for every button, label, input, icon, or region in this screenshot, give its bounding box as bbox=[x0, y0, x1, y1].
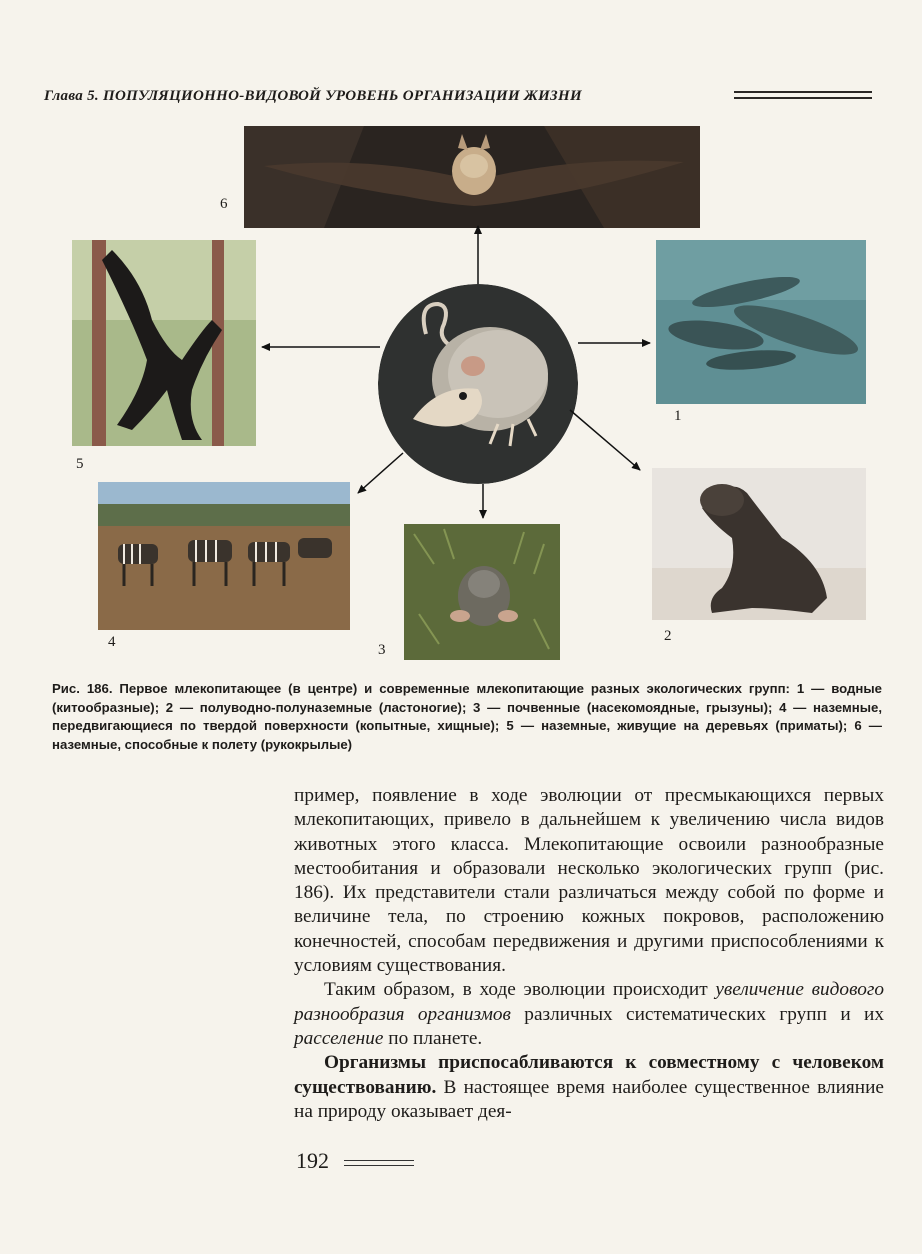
label-3: 3 bbox=[378, 642, 386, 658]
label-5: 5 bbox=[76, 456, 84, 472]
photo-bat bbox=[244, 126, 700, 228]
photo-mole bbox=[404, 524, 560, 660]
paragraph-1: пример, появление в ходе эволюции от пресмыкающихся первых млекопитающих, привело в дальнейшем к увеличению числа видов животных этого класса. Млекопитающие освоили разнообразные местообитания и образовали несколько экологических групп (рис. 186). Их представители стали различаться между собой по форме и величине тела, по строению кожных покровов, расположению конечностей, способам передвижения и другими приспособлениями к условиям существования. bbox=[294, 785, 884, 977]
paragraph-2: Таким образом, в ходе эволюции происходит увеличение видового разнообразия организмов различных систематических групп и их расселение по планете. bbox=[294, 979, 884, 1049]
photo-sea-lion bbox=[652, 468, 866, 620]
figure-caption: Рис. 186. Первое млекопитающее (в центре) и современные млекопитающие разных экологических групп: 1 — водные (китообразные); 2 — полуводно-полуназемные (ластоногие); 3 — почвенные (насекомоядные, грызуны); 4 — наземные, передвигающиеся по твердой поверхности (копытные, хищные); 5 — наземные, живущие на деревьях (приматы); 6 — наземные, способные к полету (рукокрылые) bbox=[52, 681, 882, 752]
label-2: 2 bbox=[664, 628, 672, 644]
photo-zebras bbox=[98, 482, 350, 630]
label-1: 1 bbox=[674, 408, 682, 424]
section-lead: Организмы приспосабливаются к совместному с человеком существованию. bbox=[294, 1052, 884, 1098]
header-rule bbox=[734, 97, 872, 99]
photo-opossum bbox=[378, 284, 578, 484]
photo-monkey bbox=[72, 240, 256, 446]
footer-rule bbox=[344, 1165, 414, 1166]
photo-whales bbox=[656, 240, 866, 404]
chapter-title: Глава 5. ПОПУЛЯЦИОННО-ВИДОВОЙ УРОВЕНЬ ОРГАНИЗАЦИИ ЖИЗНИ bbox=[44, 88, 582, 104]
arrow-to-zebras bbox=[358, 453, 403, 493]
running-header bbox=[44, 88, 872, 110]
footer-rule bbox=[344, 1160, 414, 1161]
label-6: 6 bbox=[220, 196, 228, 212]
header-rule bbox=[734, 91, 872, 93]
label-4: 4 bbox=[108, 634, 116, 650]
page-number: 192 bbox=[296, 1148, 329, 1173]
arrow-to-sea-lion bbox=[570, 410, 640, 470]
body-text bbox=[294, 784, 884, 1124]
paragraph-3: Организмы приспосабливаются к совместному с человеком существованию. В настоящее время наиболее существенное влияние на природу оказывает дея- bbox=[294, 1052, 884, 1122]
